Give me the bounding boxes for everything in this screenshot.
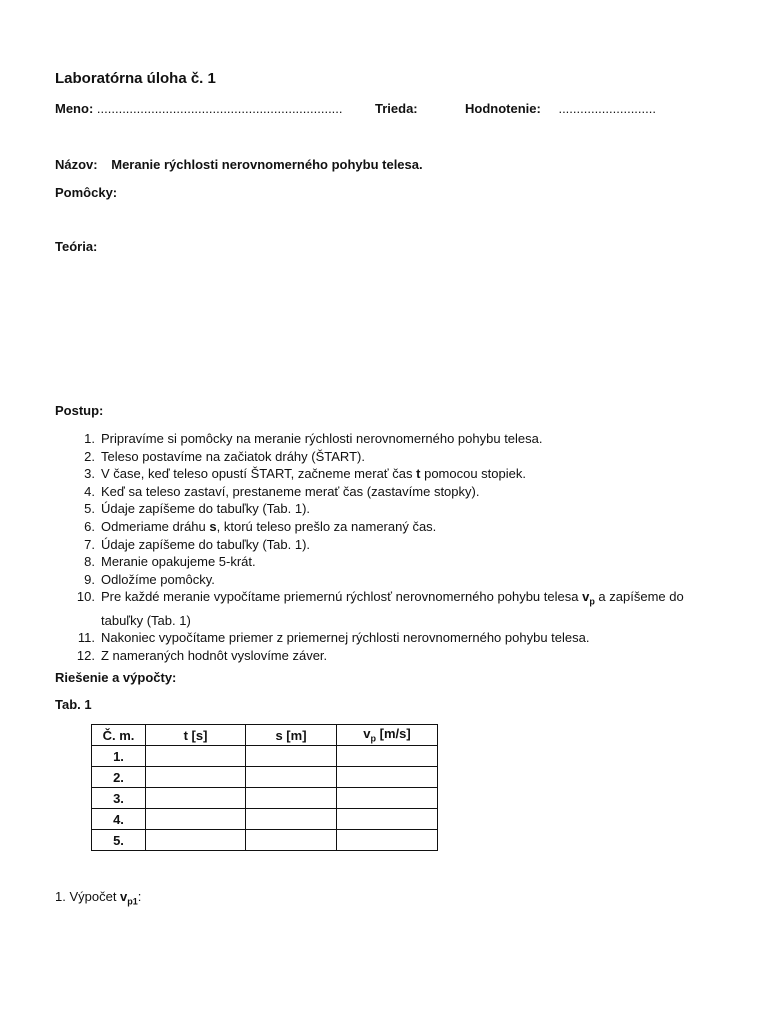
table-cell[interactable] [146, 746, 246, 767]
table-row [92, 746, 438, 767]
list-item: 8. Meranie opakujeme 5-krát. [84, 554, 256, 570]
header-cell: s [m] [246, 725, 337, 746]
table-cell[interactable] [146, 767, 246, 788]
list-item: 3. V čase, keď teleso opustí ŠTART, začneme merať čas t pomocou stopiek. [84, 466, 526, 482]
table-caption: Tab. 1 [55, 697, 92, 712]
table-row [92, 788, 438, 809]
table-cell[interactable] [246, 830, 337, 851]
theory-heading: Teória: [55, 239, 98, 254]
header-cell: Č. m. [92, 725, 146, 746]
document-title: Laboratórna úloha č. 1 [55, 70, 216, 87]
row-number-cell: 2. [92, 767, 146, 788]
table-cell[interactable] [337, 746, 438, 767]
calc-subscript: p1 [127, 896, 138, 907]
row-number-cell: 5. [92, 830, 146, 851]
table-row [92, 809, 438, 830]
name-blank: .................................................................... [96, 101, 343, 116]
table-cell[interactable] [146, 788, 246, 809]
table-cell[interactable] [246, 809, 337, 830]
table-cell[interactable] [337, 809, 438, 830]
list-item: 9. Odložíme pomôcky. [84, 571, 215, 587]
list-item: 5. Údaje zapíšeme do tabuľky (Tab. 1). [84, 501, 311, 517]
list-item: 7. Údaje zapíšeme do tabuľky (Tab. 1). [84, 536, 311, 552]
calc-line [55, 889, 141, 907]
table-cell[interactable] [246, 746, 337, 767]
list-item: 4. Keď sa teleso zastaví, prestaneme merať čas (zastavíme stopky). [84, 483, 480, 499]
class-label: Trieda: [375, 101, 418, 116]
topic-value: Meranie rýchlosti nerovnomerného pohybu telesa. [111, 157, 423, 172]
row-number-cell: 3. [92, 788, 146, 809]
table-cell[interactable] [146, 830, 246, 851]
measurement-table [91, 724, 438, 851]
grade-label: Hodnotenie: [465, 101, 541, 116]
calc-label: 1. Výpočet [55, 889, 121, 904]
header-cell: t [s] [146, 725, 246, 746]
table-cell[interactable] [246, 788, 337, 809]
table-row [92, 830, 438, 851]
row-number-cell: 4. [92, 809, 146, 830]
table-cell[interactable] [337, 788, 438, 809]
solution-heading: Riešenie a výpočty: [55, 670, 177, 685]
calc-variable: v [120, 889, 128, 904]
table-cell[interactable] [337, 767, 438, 788]
list-item: 10. Pre každé meranie vypočítame priemernú rýchlosť nerovnomerného pohybu telesa $v_p$ a zapíšeme do tabuľky (Tab. 1) [76, 589, 684, 628]
list-item: 6. Odmeriame dráhu s, ktorú teleso prešlo za nameraný čas. [84, 518, 437, 534]
calc-colon: : [137, 889, 142, 904]
list-item: 2. Teleso postavíme na začiatok dráhy (ŠTART). [84, 448, 365, 464]
name-label: Meno: [55, 101, 94, 116]
header-cell: $v_p$ [m/s] [337, 725, 438, 746]
table-row [92, 767, 438, 788]
list-item: 11. Nakoniec vypočítame priemer z priemernej rýchlosti nerovnomerného pohybu telesa. [77, 630, 590, 646]
table-cell[interactable] [146, 809, 246, 830]
row-number-cell: 1. [92, 746, 146, 767]
list-item: 12. Z nameraných hodnôt vyslovíme záver. [76, 647, 328, 663]
table-header-row [92, 725, 438, 746]
grade-blank: ........................... [558, 101, 656, 116]
procedure-heading: Postup: [55, 403, 104, 418]
name-line [55, 101, 343, 116]
topic-label: Názov: [55, 157, 98, 172]
tools-heading: Pomôcky: [55, 185, 118, 200]
topic-line [55, 157, 423, 172]
table-cell[interactable] [246, 767, 337, 788]
list-item: 1. Pripravíme si pomôcky na meranie rýchlosti nerovnomerného pohybu telesa. [84, 431, 543, 446]
grade-line [465, 101, 656, 116]
table-cell[interactable] [337, 830, 438, 851]
procedure-list [55, 430, 715, 664]
